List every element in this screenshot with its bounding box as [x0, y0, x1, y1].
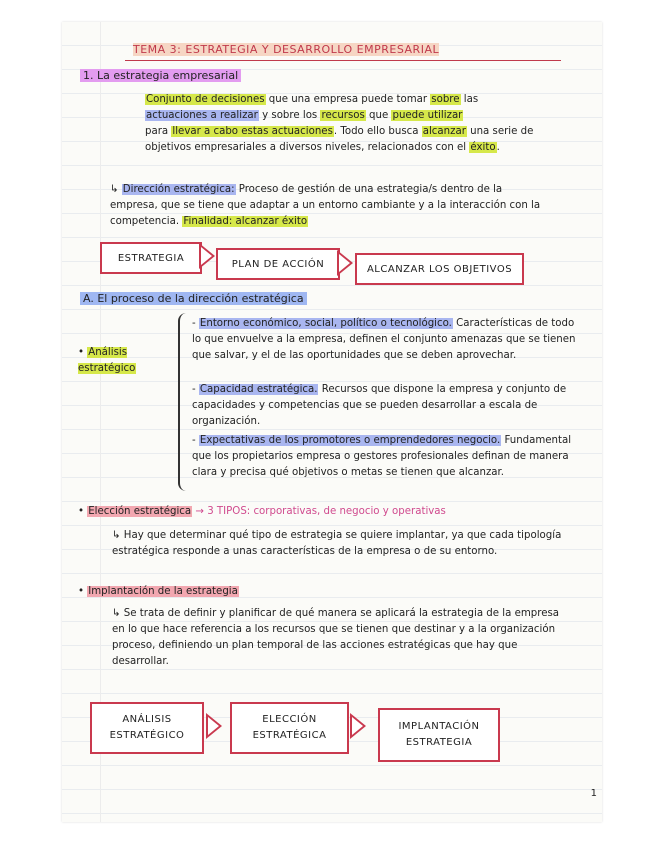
- flow-box-objetivos: ALCANZAR LOS OBJETIVOS: [355, 253, 524, 285]
- section-1-heading: 1. La estrategia empresarial: [80, 68, 241, 84]
- page-number: 1: [590, 788, 597, 799]
- flow-box-analisis: ANÁLISIS ESTRATÉGICO: [90, 702, 204, 754]
- brace-bracket: [178, 313, 190, 491]
- paragraph-direccion: ↳ Dirección estratégica: Proceso de gestión de una estrategia/s dentro de la empresa, que se tiene que adaptar a un entorno cambiante y a la interacción con la competencia. Finalidad: alcanzar éxito: [110, 184, 541, 227]
- eleccion-heading: • Elección estratégica → 3 TIPOS: corporativas, de negocio y operativas: [78, 506, 446, 517]
- arrow-icon: ↳: [112, 608, 121, 619]
- arrow-icon: ↳: [112, 530, 121, 541]
- analisis-label: • Análisis estratégico: [78, 347, 136, 374]
- flow-box-plan: PLAN DE ACCIÓN: [216, 248, 340, 280]
- flow-box-eleccion: ELECCIÓN ESTRATÉGICA: [230, 702, 349, 754]
- analisis-item-capacidad: - Capacidad estratégica. Recursos que dispone la empresa y conjunto de capacidades y competencias que se pueden desarrollar a escala de organización.: [192, 384, 567, 427]
- arrow-icon: →: [195, 506, 204, 517]
- implantacion-text: ↳ Se trata de definir y planificar de qué manera se aplicará la estrategia de la empresa en lo que hace referencia a los recursos que se tienen que destinar y a la organización proceso, definiendo un plan temporal de las acciones estratégicas que hay que desarrollar.: [112, 608, 560, 667]
- flow-box-implantacion: IMPLANTACIÓN ESTRATEGIA: [378, 708, 500, 762]
- analisis-item-expectativas: - Expectativas de los promotores o emprendedores negocio. Fundamental que los propietarios empresa o gestores profesionales definan de manera clara y precisa qué objetivos o metas se tienen que alcanzar.: [192, 435, 572, 478]
- section-a-heading: A. El proceso de la dirección estratégica: [80, 291, 307, 307]
- flow-arrow-icon: [337, 250, 353, 276]
- flow-arrow-icon: [350, 713, 366, 739]
- paragraph-estrategia: Conjunto de decisiones que una empresa puede tomar sobre las actuaciones a realizar y sobre los recursos que puede utilizar para llevar a cabo estas actuaciones. Todo ello busca alcanzar una serie de objetivos empresariales a diversos niveles, relacionados con el éxito.: [145, 94, 534, 153]
- eleccion-text: ↳ Hay que determinar qué tipo de estrategia se quiere implantar, ya que cada tipología estratégica responde a unas características de la empresa o de su entorno.: [112, 530, 562, 557]
- flow-arrow-icon: [206, 713, 222, 739]
- page-title: TEMA 3: ESTRATEGIA Y DESARROLLO EMPRESARIAL: [125, 40, 561, 61]
- analisis-item-entorno: - Entorno económico, social, político o tecnológico. Características de todo lo que envuelve a la empresa, definen el conjunto amenazas que se tienen que salvar, y el de las oportunidades que se deben aprovechar.: [192, 318, 576, 361]
- arrow-icon: ↳: [110, 184, 119, 195]
- implantacion-heading: • Implantación de la estrategia: [78, 586, 238, 597]
- flow-box-estrategia: ESTRATEGIA: [100, 242, 202, 274]
- flow-arrow-icon: [199, 243, 215, 269]
